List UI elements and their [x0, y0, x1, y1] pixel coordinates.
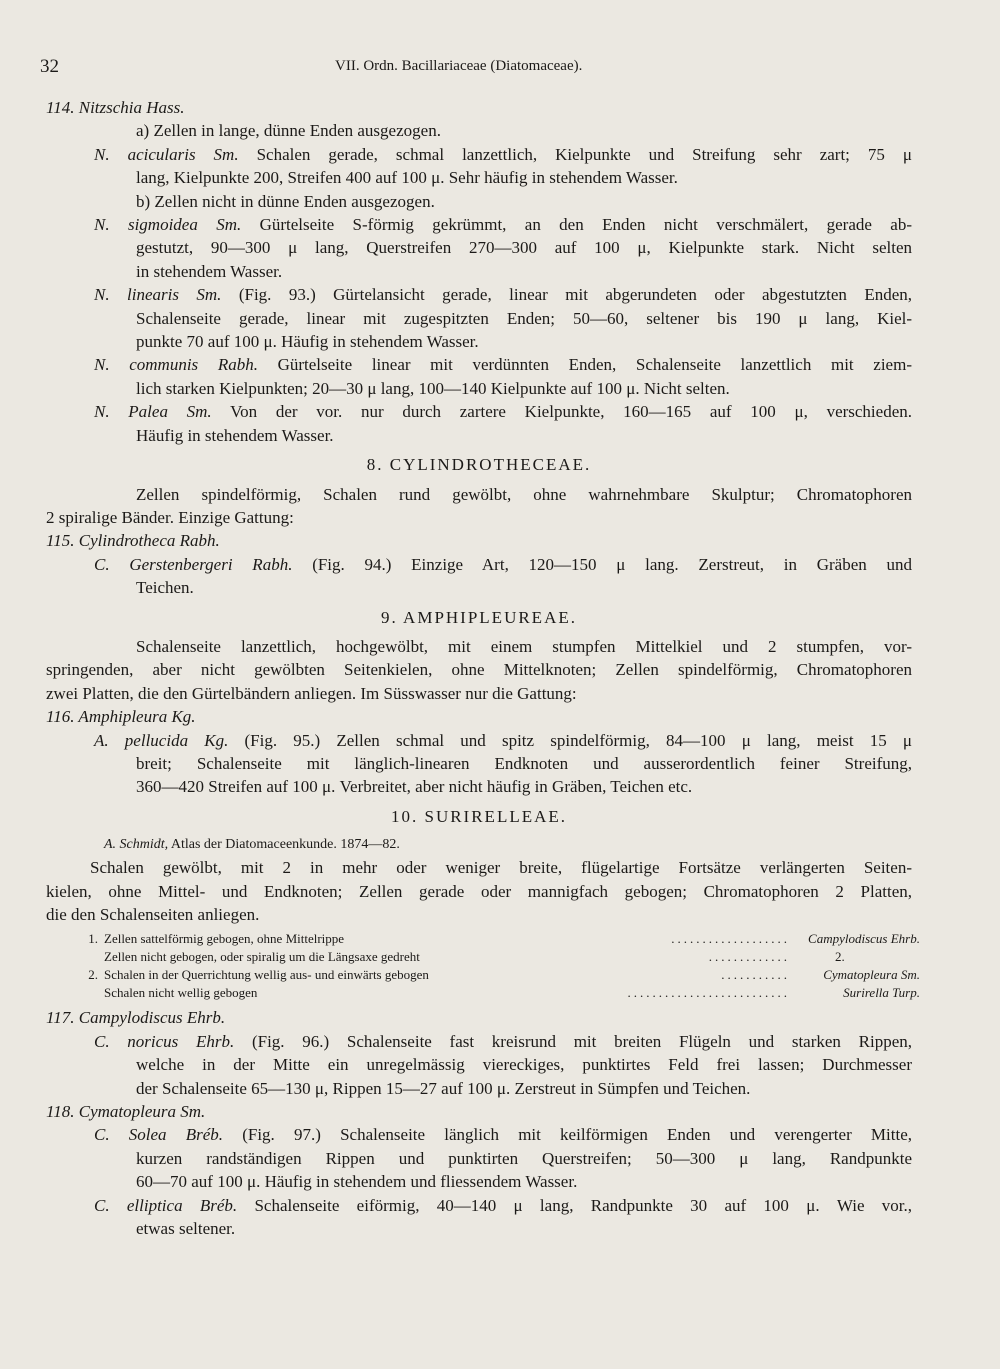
text-line: a) Zellen in lange, dünne Enden ausgezogen.	[136, 121, 441, 141]
text-line: b) Zellen nicht in dünne Enden ausgezogen.	[136, 191, 435, 211]
text-line: zwei Platten, die den Gürtelbändern anliegen. Im Süsswasser nur die Gattung:	[46, 683, 577, 703]
text-line: 8. CYLINDROTHECEAE.	[366, 455, 592, 475]
text-line: C. elliptica Bréb. Schalenseite eiförmig, 40—140 μ lang, Randpunkte 30 auf 100 μ. Wie vor.,	[94, 1195, 912, 1215]
text-line: lich starken Kielpunkten; 20—30 μ lang, 100—140 Kielpunkte auf 100 μ. Nicht selten.	[136, 378, 730, 398]
text-block-nitzschia-to-surirelleae	[46, 96, 912, 828]
text-line: gestutzt, 90—300 μ lang, Querstreifen 270—300 auf 100 μ, Kielpunkte stark. Nicht selten	[136, 238, 912, 258]
text-line: 115. Cylindrotheca Rabh.	[46, 531, 220, 551]
key-number: 1.	[88, 931, 98, 947]
page-number: 32	[40, 56, 59, 77]
text-line: N. linearis Sm. (Fig. 93.) Gürtelansicht gerade, linear mit abgerundeten oder abgestutzten Enden,	[94, 285, 913, 305]
page-header	[40, 56, 940, 80]
text-line: A. pellucida Kg. (Fig. 95.) Zellen schmal und spitz spindelförmig, 84—100 μ lang, meist 15 μ	[94, 730, 913, 750]
text-line: welche in der Mitte ein unregelmässig viereckiges, punktirtes Feld frei lassen; Durchmesser	[136, 1055, 912, 1075]
citation	[104, 834, 912, 856]
text-line: 360—420 Streifen auf 100 μ. Verbreitet, aber nicht häufig in Gräben, Teichen etc.	[136, 777, 693, 797]
key-result: Surirella Turp.	[843, 985, 920, 1001]
key-leader-dots: ..........................	[627, 985, 790, 1001]
key-row	[80, 966, 920, 984]
text-line: Schalen gewölbt, mit 2 in mehr oder weniger breite, flügelartige Fortsätze verlängerten Seiten-	[90, 858, 912, 878]
text-line: breit; Schalenseite mit länglich-linearen Endknoten und ausserordentlich feiner Streifung,	[136, 753, 912, 773]
text-line: springenden, aber nicht gewölbten Seitenkielen, ohne Mittelknoten; Zellen spindelförmig, Chromatophoren	[46, 660, 912, 680]
text-line: in stehendem Wasser.	[136, 261, 283, 281]
text-line: N. communis Rabh. Gürtelseite linear mit verdünnten Enden, Schalenseite lanzettlich mit ziem-	[94, 355, 912, 375]
page-body	[46, 96, 920, 1240]
text-line: 2 spiralige Bänder. Einzige Gattung:	[46, 507, 294, 527]
key-result: 2.	[835, 949, 845, 965]
text-line: 118. Cymatopleura Sm.	[46, 1102, 206, 1122]
citation-rest: Atlas der Diatomaceenkunde. 1874—82.	[168, 837, 400, 853]
key-row	[80, 984, 920, 1002]
text-line: etwas seltener.	[136, 1219, 236, 1239]
citation-author: A. Schmidt,	[104, 837, 169, 853]
text-line: 10. SURIRELLEAE.	[390, 806, 568, 826]
key-result: Campylodiscus Ehrb.	[808, 931, 920, 947]
key-text: Zellen sattelförmig gebogen, ohne Mittelrippe	[104, 931, 345, 947]
text-line: C. noricus Ehrb. (Fig. 96.) Schalenseite fast kreisrund mit breiten Flügeln und starken Rippen,	[94, 1031, 912, 1051]
text-line: Teichen.	[136, 578, 194, 598]
text-line: Zellen spindelförmig, Schalen rund gewölbt, ohne wahrnehmbare Skulptur; Chromatophoren	[136, 484, 912, 504]
text-line: Schalenseite lanzettlich, hochgewölbt, mit einem stumpfen Mittelkiel und 2 stumpfen, vor-	[136, 636, 912, 656]
text-line: 60—70 auf 100 μ. Häufig in stehendem und fliessendem Wasser.	[136, 1172, 578, 1192]
text-block-surirelleae-description	[46, 856, 912, 926]
text-line: punkte 70 auf 100 μ. Häufig in stehendem Wasser.	[136, 332, 479, 352]
text-line: Schalenseite gerade, linear mit zugespitzten Enden; 50—60, seltener bis 190 μ lang, Kiel-	[136, 308, 912, 328]
key-text: Schalen nicht wellig gebogen	[104, 985, 258, 1001]
key-text: Schalen in der Querrichtung wellig aus- und einwärts gebogen	[104, 967, 429, 983]
text-line: der Schalenseite 65—130 μ, Rippen 15—27 auf 100 μ. Zerstreut in Sümpfen und Teichen.	[136, 1078, 751, 1098]
text-line: 9. AMPHIPLEUREAE.	[381, 607, 577, 627]
text-line: C. Solea Bréb. (Fig. 97.) Schalenseite länglich mit keilförmigen Enden und verengerter Mitte,	[94, 1125, 912, 1145]
text-line: C. Gerstenbergeri Rabh. (Fig. 94.) Einzige Art, 120—150 μ lang. Zerstreut, in Gräben und	[94, 554, 912, 574]
key-leader-dots: ...........	[721, 967, 790, 983]
text-line: die den Schalenseiten anliegen.	[46, 905, 260, 924]
text-line: N. Palea Sm. Von der vor. nur durch zartere Kielpunkte, 160—165 auf 100 μ, verschieden.	[94, 402, 912, 422]
text-line: N. sigmoidea Sm. Gürtelseite S-förmig gekrümmt, an den Enden nicht verschmälert, gerade ab-	[94, 215, 913, 235]
text-line: 117. Campylodiscus Ehrb.	[46, 1008, 226, 1028]
text-line: kurzen randständigen Rippen und punktirten Querstreifen; 50—300 μ lang, Randpunkte	[136, 1148, 912, 1168]
text-line: 116. Amphipleura Kg.	[46, 707, 196, 727]
text-line: kielen, ohne Mittel- und Endknoten; Zellen gerade oder mannigfach gebogen; Chromatophoren 2 Platten,	[46, 881, 912, 901]
text-line: N. acicularis Sm. Schalen gerade, schmal lanzettlich, Kielpunkte und Streifung sehr zart; 75 μ	[94, 144, 912, 164]
key-leader-dots: ...................	[671, 931, 790, 947]
key-text: Zellen nicht gebogen, oder spiralig um die Längsaxe gedreht	[104, 949, 420, 965]
identification-key	[46, 930, 920, 1002]
key-row	[80, 930, 920, 948]
key-leader-dots: .............	[708, 949, 790, 965]
key-row	[80, 948, 920, 966]
key-number: 2.	[88, 967, 98, 983]
text-line: Häufig in stehendem Wasser.	[136, 425, 334, 445]
key-result: Cymatopleura Sm.	[823, 967, 920, 983]
running-head: VII. Ordn. Bacillariaceae (Diatomaceae).	[335, 58, 583, 74]
text-line: lang, Kielpunkte 200, Streifen 400 auf 100 μ. Sehr häufig in stehendem Wasser.	[136, 168, 678, 188]
text-line: 114. Nitzschia Hass.	[46, 98, 185, 117]
text-block-campylodiscus-cymatopleura	[46, 1006, 912, 1240]
